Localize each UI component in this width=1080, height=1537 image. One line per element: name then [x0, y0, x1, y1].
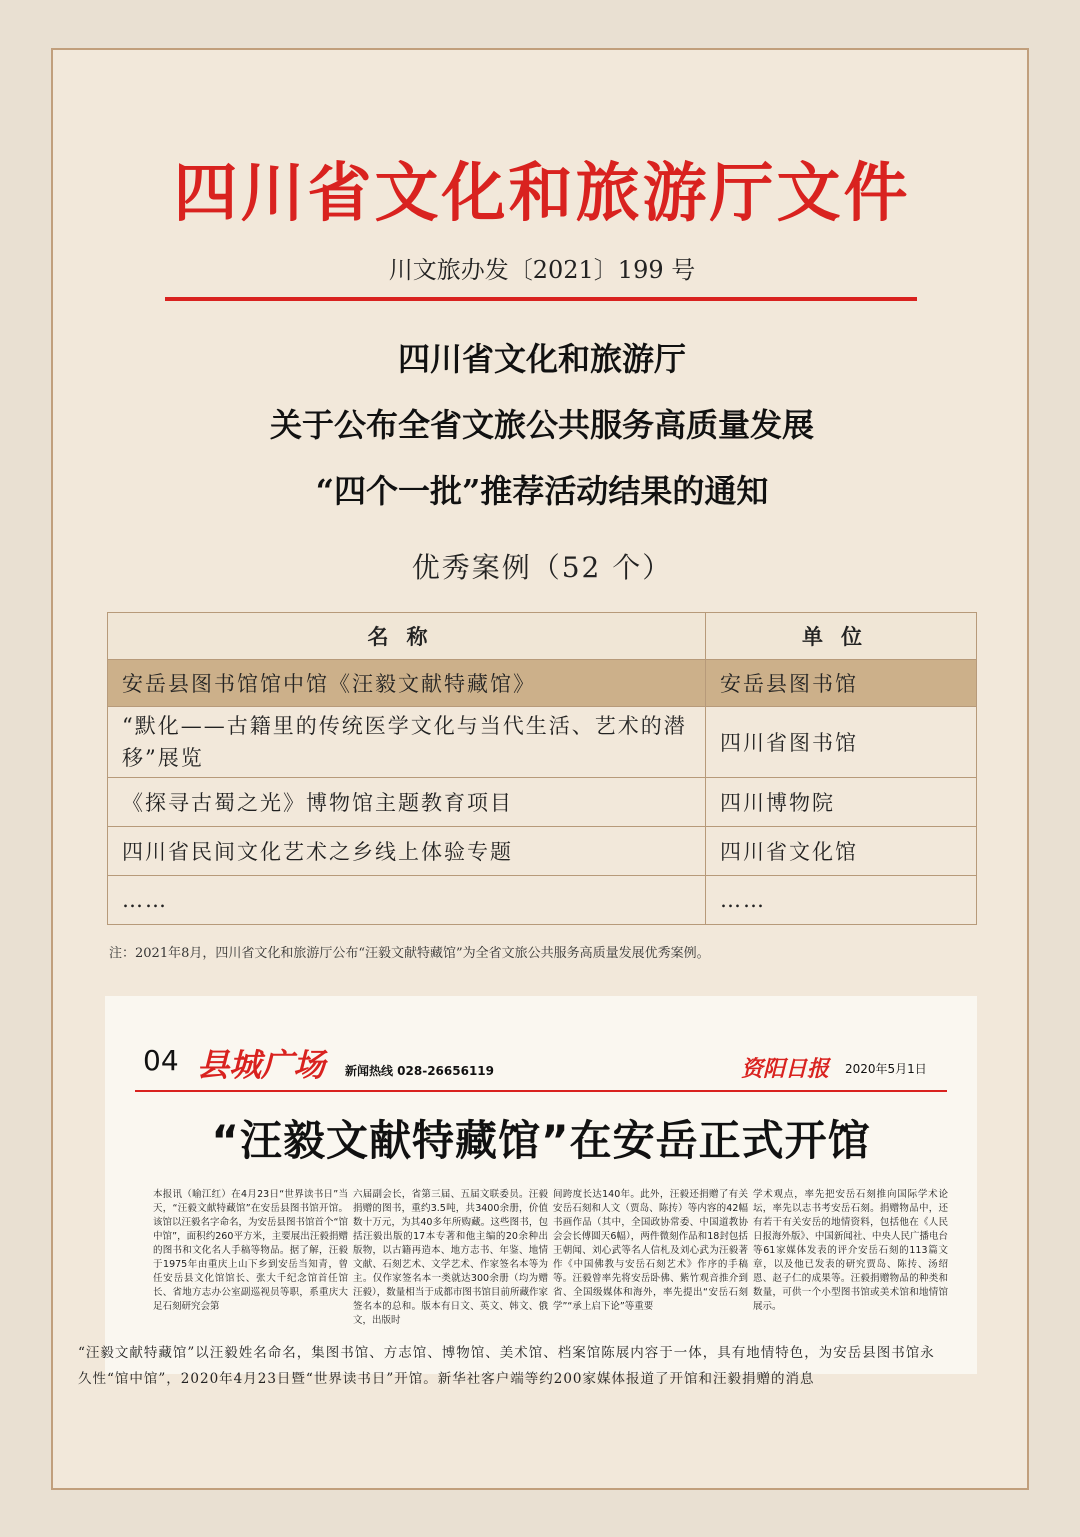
row-unit: …… — [706, 876, 977, 925]
article-column-4: 学术观点，率先把安岳石刻推向国际学术论坛，率先以志书考安岳石刻。捐赠物品中，还有若干有关安岳的地情资料，包括他在《人民日报海外版》、中国新闻社、中央人民广播电台等61家媒体发表的评介安岳石刻的113篇文章，以及他已发表的研究贾岛、陈抟、汤绍恩、赵子仁的成果等。汪毅捐赠物品的种类和数量，可供一个小型图书馆或美术馆和地情馆展示。 — [753, 1189, 948, 1312]
newspaper-clipping — [105, 996, 977, 1374]
table-row — [108, 707, 977, 778]
row-name: 安岳县图书馆馆中馆《汪毅文献特藏馆》 — [108, 660, 706, 707]
title-line-2: 关于公布全省文旅公共服务高质量发展 — [269, 406, 814, 444]
row-unit: 四川省文化馆 — [706, 827, 977, 876]
row-unit: 四川省图书馆 — [706, 707, 977, 778]
red-header-title: 四川省文化和旅游厅文件 — [173, 156, 911, 231]
table-note: 注：2021年8月，四川省文化和旅游厅公布“汪毅文献特藏馆”为全省文旅公共服务高质量发展优秀案例。 — [109, 946, 710, 961]
article-column-2: 六届副会长，省第三届、五届文联委员。汪毅捐赠的图书，重约3.5吨，共3400余册，价值数十万元，为其40多年所购藏。这些图书，包括汪毅出版的17本专著和他主编的20余种出版物，以古籍再造本、地方志书、年鉴、地情文献、石刻艺术、文学艺术、作家签名本等为主。仅作家签名本一类就达300余册（均为赠汪毅），数量相当于成都市图书馆目前所藏作家签名本的总和。版本有日文、英文、韩文、俄文，出版时 — [353, 1189, 548, 1326]
red-divider — [165, 297, 917, 301]
row-unit: 安岳县图书馆 — [706, 660, 977, 707]
table-header-row — [108, 613, 977, 660]
photo-caption: “汪毅文献特藏馆”以汪毅姓名命名，集图书馆、方志馆、博物馆、美术馆、档案馆陈展内容于一体，具有地情特色，为安岳县图书馆永久性“馆中馆”，2020年4月23日暨“世界读书日”开馆。新华社客户端等约200家媒体报道了开馆和汪毅捐赠的消息 — [78, 1345, 935, 1387]
document-page — [51, 48, 1029, 1490]
news-hotline: 新闻热线 028-26656119 — [345, 1064, 495, 1078]
clipping-divider — [135, 1090, 947, 1092]
header-name: 名称 — [108, 613, 706, 660]
clipping-page-number: 04 — [143, 1044, 179, 1077]
article-column-3: 间跨度长达140年。此外，汪毅还捐赠了有关安岳石刻和人文（贾岛、陈抟）等内容的42幅书画作品（其中，全国政协常委、中国道教协会会长傅圆天6幅），两件微刻作品和18封包括王朝闻、刘心武等名人信札及刘心武为汪毅著作《中国佛教与安岳石刻艺术》作序的手稿等。汪毅曾率先将安岳卧佛、紫竹观音推介到省、全国级媒体和海外，率先提出“安岳石刻学”“承上启下论”等重要 — [553, 1189, 748, 1312]
document-number: 川文旅办发〔2021〕199 号 — [388, 256, 696, 284]
title-line-3: “四个一批”推荐活动结果的通知 — [315, 472, 769, 510]
clipping-date: 2020年5月1日 — [845, 1062, 927, 1076]
table-row — [108, 778, 977, 827]
table-row — [108, 827, 977, 876]
table-row — [108, 876, 977, 925]
row-name: 四川省民间文化艺术之乡线上体验专题 — [108, 827, 706, 876]
row-name: …… — [108, 876, 706, 925]
row-name: 《探寻古蜀之光》博物馆主题教育项目 — [108, 778, 706, 827]
newspaper-logo: 资阳日报 — [741, 1056, 830, 1082]
section-logo: 县城广场 — [197, 1046, 326, 1084]
table-row — [108, 660, 977, 707]
header-unit: 单位 — [706, 613, 977, 660]
title-line-1: 四川省文化和旅游厅 — [397, 340, 686, 378]
cases-table — [107, 612, 977, 925]
row-unit: 四川博物院 — [706, 778, 977, 827]
row-name: “默化——古籍里的传统医学文化与当代生活、艺术的潜移”展览 — [108, 707, 706, 778]
clipping-headline: “汪毅文献特藏馆”在安岳正式开馆 — [211, 1116, 871, 1165]
subtitle: 优秀案例（52 个） — [411, 551, 673, 584]
article-column-1: 本报讯（喻江红）在4月23日“世界读书日”当天，“汪毅文献特藏馆”在安岳县图书馆开馆。该馆以汪毅名字命名，为安岳县图书馆首个“馆中馆”，面积约260平方米，主要展出汪毅捐赠的图书和文化名人手稿等物品。据了解，汪毅于1975年由重庆上山下乡到安岳当知青，曾任安岳县文化馆馆长、张大千纪念馆首任馆长、省地方志办公室副巡视员等职，系重庆大足石刻研究会第 — [153, 1189, 348, 1312]
